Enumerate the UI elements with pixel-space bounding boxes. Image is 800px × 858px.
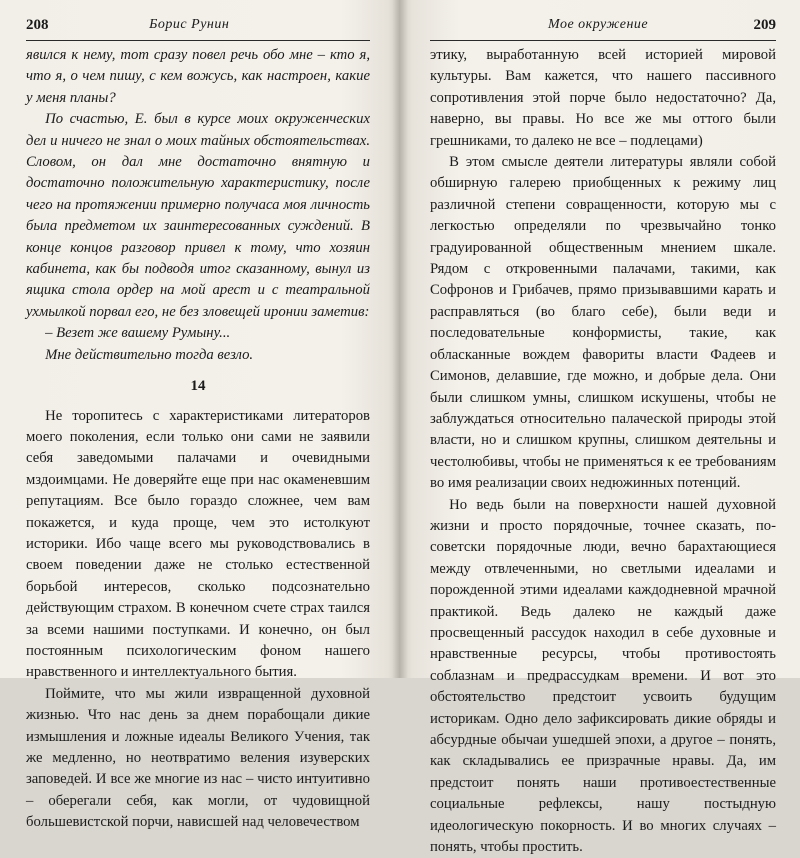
paragraph: явился к нему, тот сразу повел речь обо мне – кто я, что я, о чем пишу, с кем вожусь, как настроен, какие у меня планы? (26, 47, 370, 106)
left-body (26, 45, 370, 834)
running-title-chapter: Мое окружение (548, 17, 649, 32)
paragraph: В этом смысле деятели литературы являли собой обширную галерею приобщенных к режиму лиц различной степени совращенности, которую мы с легкостью определяли по чрезвычайно тонко градуированной общественным мнением шкале. Рядом с откровенными палачами, такими, как Софронов и Грибачев, прямо призывавшими карать и расправляться (во благо себе), были веди и последовательные конформисты, такие, как обласканные вождем фавориты власти Фадеев и Симонов, делавшие, где можно, и добрые дела. Они были слишком умны, слишком искушены, чтобы не заблуждаться относительно палаческой природы этой власти, но и слишком крупны, слишком деятельны и честолюбивы, чтобы не применяться к ее требованиям во имя реализации своих недюжинных потенций. (430, 154, 776, 492)
left-page (0, 0, 400, 831)
paragraph: этику, выработанную всей историей мировой культуры. Вам кажется, что нашего пассивного сопротивления этой порче было недостаточно? Да, наверно, вы правы. Но все же мы оттого были грешниками, то далеко не все – подлецами) (430, 47, 776, 149)
paragraph: Но ведь были на поверхности нашей духовной жизни и просто порядочные, точнее сказать, по-советски порядочные люди, вечно барахтающиеся между отвлеченными, но светлыми идеалами и порожденной этими идеалами каждодневной мрачной практикой. Ведь далеко не каждый даже просвещенный рассудок находил в себе духовные и нравственные ресурсы, чтобы противостоять соблазнам и предрассудкам времени. И вот это обстоятельство предстоит усвоить будущим историкам. Одно дело зафиксировать дикие обряды и абсурдные обычаи ушедшей эпохи, а другое – понять, как складывались ее призрачные нравы. Да, им предстоит понять наши противоестественные социальные рефлексы, нашу постыдную идеологическую покорность. И во многих случаях – понять, чтобы простить. (430, 496, 776, 856)
paragraph: Поймите, что мы жили извращенной духовной жизнью. Что нас день за днем порабощали дикие измышления и ложные идеалы Великого Учения, так же медленно, но неотвратимо веления изуверских заповедей. И все же многие из нас – чисто интуитивно – оберегали себя, как могли, от чудовищной большевистской порчи, нависшей над человечеством (26, 685, 370, 831)
running-title-author: Борис Рунин (149, 17, 230, 32)
paragraph: Не торопитесь с характеристиками литераторов моего поколения, если только они сами не заявили себя заведомыми палачами и очевидными мздоимцами. Не доверяйте еще при нас окаменевшим репутациям. Все было гораздо сложнее, чем вам покажется, и куда проще, чем это истолкуют историки. Ибо чаще всего мы руководствовались в своем поведении даже не столько естественной борьбой интересов, сколько подсознательно действующим страхом. В конечном счете страх таился за всеми нашими поступками. И конечно, он был постоянным психологическим фоном нашего нравственного и интеллектуального бытия. (26, 407, 370, 681)
page-number: 208 (26, 16, 49, 33)
right-page (400, 0, 800, 856)
italic-passage (26, 45, 370, 366)
paragraph: По счастью, Е. был в курсе моих окруженческих дел и ничего не знал о моих тайных обстоятельствах. Словом, он дал мне достаточно внятную и достаточно положительную характеристику, после чего на протяжении примерно получаса моя личность была предметом их заинтересованных суждений. В конце концов разговор привел к тому, что хозяин кабинета, как бы подводя итог сказанному, вынул из ящика стола ордер на мой арест и с театральной ухмылкой порвал его, не без зловещей иронии заметив: (26, 111, 370, 320)
right-running-head (430, 10, 776, 41)
section-number: 14 (190, 378, 206, 395)
left-running-head (26, 10, 370, 41)
right-body (430, 45, 776, 858)
page-number: 209 (753, 16, 776, 33)
paragraph: – Везет же вашему Румыну... (45, 325, 231, 342)
paragraph: Мне действительно тогда везло. (45, 346, 254, 363)
